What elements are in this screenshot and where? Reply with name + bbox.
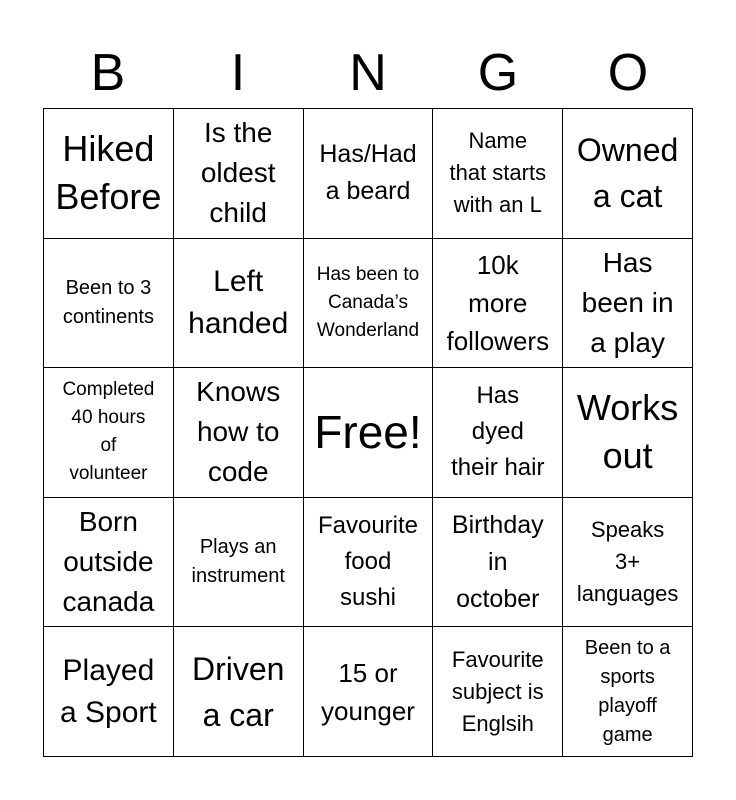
bingo-cell[interactable] (44, 109, 174, 239)
cell-text: Favourite food sushi (317, 512, 419, 612)
bingo-cell[interactable] (433, 498, 563, 628)
cell-text: Driven a car (191, 650, 285, 733)
bingo-cell[interactable] (44, 627, 174, 757)
bingo-cell[interactable] (44, 368, 174, 498)
cell-text: 10k more followers (446, 249, 550, 356)
bingo-cell[interactable] (433, 109, 563, 239)
cell-text: Free! (314, 406, 422, 459)
bingo-cell[interactable] (563, 239, 693, 369)
cell-text: Completed 40 hours of volunteer (62, 379, 155, 485)
cell-text: Birthday in october (451, 510, 544, 613)
cell-text: Been to 3 continents (62, 276, 154, 328)
cell-text: Left handed (188, 264, 289, 340)
bingo-cell[interactable] (44, 498, 174, 628)
header-letter-b: B (90, 44, 126, 102)
cell-text: Hiked Before (55, 128, 162, 218)
bingo-cell[interactable] (304, 239, 434, 369)
header-letter-g: G (477, 44, 519, 102)
bingo-header (43, 38, 693, 108)
bingo-cell[interactable] (563, 627, 693, 757)
cell-text: Has/Had a beard (319, 140, 417, 206)
cell-text: 15 or younger (321, 657, 415, 726)
bingo-cell[interactable] (174, 109, 304, 239)
cell-text: Knows how to code (196, 376, 281, 488)
cell-text: Been to a sports playoff game (584, 636, 671, 746)
bingo-cell[interactable] (563, 109, 693, 239)
bingo-cell[interactable] (433, 239, 563, 369)
cell-text: Name that starts with an L (449, 128, 547, 218)
cell-text: Is the oldest child (200, 117, 276, 229)
cell-text: Has dyed their hair (451, 382, 545, 482)
bingo-cell[interactable] (304, 498, 434, 628)
cell-text: Speaks 3+ languages (576, 517, 679, 607)
bingo-cell[interactable] (174, 498, 304, 628)
bingo-cell[interactable] (304, 109, 434, 239)
cell-text: Has been in a play (581, 246, 674, 358)
header-letter-o: O (607, 44, 649, 102)
bingo-cell[interactable] (433, 368, 563, 498)
header-letter-n: N (349, 44, 387, 102)
bingo-cell[interactable] (174, 239, 304, 369)
bingo-cell[interactable] (174, 627, 304, 757)
bingo-cell[interactable] (304, 627, 434, 757)
bingo-cell[interactable] (433, 627, 563, 757)
bingo-cell[interactable] (174, 368, 304, 498)
bingo-board (43, 108, 693, 757)
cell-text: Favourite subject is Englsih (451, 646, 544, 736)
cell-text: Owned a cat (576, 132, 679, 215)
cell-text: Plays an instrument (191, 536, 285, 588)
cell-text: Works out (576, 387, 679, 477)
cell-text: Has been to Canada’s Wonderland (316, 263, 420, 341)
cell-text: Played a Sport (60, 653, 157, 729)
bingo-cell[interactable] (563, 498, 693, 628)
cell-text: Born outside canada (62, 506, 155, 618)
free-cell[interactable] (304, 368, 434, 498)
bingo-cell[interactable] (563, 368, 693, 498)
bingo-cell[interactable] (44, 239, 174, 369)
header-letter-i: I (230, 44, 246, 102)
